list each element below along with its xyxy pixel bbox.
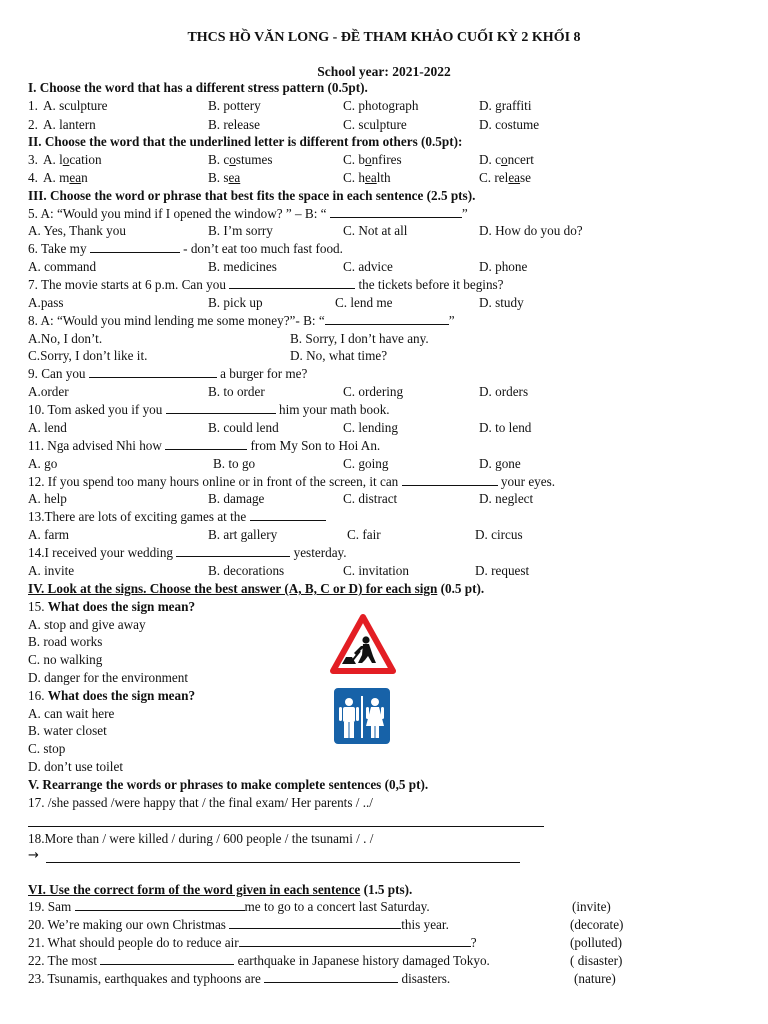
option-a: A. stop and give away <box>28 617 146 632</box>
school-year: School year: 2021-2022 <box>317 64 451 79</box>
answer-blank <box>239 935 471 947</box>
option-c: C. health <box>343 170 391 185</box>
question-9-stem: 9. Can you a burger for me? <box>28 366 308 381</box>
answer-line-18 <box>46 862 520 863</box>
option-d: D. request <box>475 563 530 578</box>
option-c: C. distract <box>343 491 398 506</box>
question-14-stem: 14.I received your wedding yesterday. <box>28 545 347 560</box>
question-20: 20. We’re making our own Christmas this year. <box>28 917 449 932</box>
option-b: B. could lend <box>208 420 279 435</box>
answer-line-17 <box>28 826 544 827</box>
arrow-icon: → <box>28 848 39 863</box>
option-a: A. command <box>28 259 97 274</box>
option-b: B. to go <box>213 456 256 471</box>
section-6-heading: VI. Use the correct form of the word given in each sentence (1.5 pts). <box>28 882 413 897</box>
option-b: B. sea <box>208 170 241 185</box>
option-c: C. ordering <box>343 384 404 399</box>
option-c: C. stop <box>28 741 66 756</box>
answer-blank <box>90 241 180 253</box>
question-23: 23. Tsunamis, earthquakes and typhoons are disasters. <box>28 971 451 986</box>
answer-blank <box>325 313 449 325</box>
option-b: B. art gallery <box>208 527 278 542</box>
question-number: 4. <box>28 170 38 185</box>
option-b: B. Sorry, I don’t have any. <box>290 331 429 346</box>
option-b: B. medicines <box>208 259 277 274</box>
option-a: A. sculpture <box>43 98 108 113</box>
option-c: C. advice <box>343 259 393 274</box>
answer-blank <box>165 438 247 450</box>
answer-blank <box>100 953 234 965</box>
option-a: A. mean <box>43 170 88 185</box>
answer-blank <box>75 899 245 911</box>
option-c: C. Not at all <box>343 223 408 238</box>
section-4-heading: IV. Look at the signs. Choose the best answer (A, B, C or D) for each sign (0.5 pt). <box>28 581 485 596</box>
answer-blank <box>89 366 217 378</box>
answer-blank <box>229 277 355 289</box>
question-13-stem: 13.There are lots of exciting games at the <box>28 509 326 525</box>
option-a: A. help <box>28 491 67 506</box>
page-title: THCS HỒ VĂN LONG - ĐỀ THAM KHẢO CUỐI KỲ 2 KHỐI 8 <box>187 30 581 45</box>
word-hint-22: ( disaster) <box>570 953 623 968</box>
option-b: B. decorations <box>208 563 285 578</box>
question-19: 19. Sam me to go to a concert last Saturday. <box>28 899 430 914</box>
answer-blank <box>166 402 276 414</box>
word-hint-21: (polluted) <box>570 935 623 950</box>
option-c: C. lending <box>343 420 398 435</box>
answer-blank <box>264 971 398 983</box>
option-b: B. damage <box>208 491 265 506</box>
option-b: B. road works <box>28 634 103 649</box>
question-22: 22. The most earthquake in Japanese history damaged Tokyo. <box>28 953 490 968</box>
word-hint-19: (invite) <box>572 899 611 914</box>
question-5-stem: 5. A: “Would you mind if I opened the window? ” – B: “ ” <box>28 206 468 221</box>
answer-blank <box>176 545 290 557</box>
option-c: C.Sorry, I don’t like it. <box>28 348 148 363</box>
option-d: D. costume <box>479 117 540 132</box>
option-d: D. phone <box>479 259 528 274</box>
option-d: D. concert <box>479 152 534 167</box>
option-a: A.order <box>28 384 69 399</box>
answer-blank <box>402 474 498 486</box>
option-c: C. no walking <box>28 652 103 667</box>
option-b: B. release <box>208 117 260 132</box>
answer-blank <box>250 509 326 521</box>
option-c: C. photograph <box>343 98 419 113</box>
option-a: A. can wait here <box>28 706 115 721</box>
option-a: A. lend <box>28 420 67 435</box>
answer-blank <box>330 206 462 218</box>
question-8-stem: 8. A: “Would you mind lending me some money?”- B: “ ” <box>28 313 455 328</box>
question-6-stem: 6. Take my - don’t eat too much fast food. <box>28 241 343 256</box>
option-d: D. to lend <box>479 420 532 435</box>
toilet-sign-icon <box>332 686 392 746</box>
option-c: C. fair <box>347 527 381 542</box>
word-hint-20: (decorate) <box>570 917 624 932</box>
question-15-prompt: 15. What does the sign mean? <box>28 599 196 614</box>
option-b: B. costumes <box>208 152 273 167</box>
option-a: A. Yes, Thank you <box>28 223 126 238</box>
option-b: B. to order <box>208 384 265 399</box>
answer-blank <box>229 917 401 929</box>
option-b: B. water closet <box>28 723 107 738</box>
option-d: D. graffiti <box>479 98 532 113</box>
question-21: 21. What should people do to reduce air ? <box>28 935 477 950</box>
question-number: 3. <box>28 152 38 167</box>
option-b: B. pottery <box>208 98 261 113</box>
option-d: D. gone <box>479 456 521 471</box>
option-d: D. How do you do? <box>479 223 583 238</box>
question-18: 18.More than / were killed / during / 600 people / the tsunami / . / <box>28 831 374 846</box>
question-12-stem: 12. If you spend too many hours online or in front of the screen, it can your eyes. <box>28 474 556 489</box>
question-17: 17. /she passed /were happy that / the final exam/ Her parents / ../ <box>28 795 373 810</box>
section-3-heading: III. Choose the word or phrase that best fits the space in each sentence (2.5 pts). <box>28 188 476 203</box>
question-number: 1. <box>28 98 38 113</box>
word-hint-23: (nature) <box>574 971 616 986</box>
option-a: A.pass <box>28 295 64 310</box>
question-7-stem: 7. The movie starts at 6 p.m. Can you the tickets before it begins? <box>28 277 504 292</box>
option-a: A. location <box>43 152 102 167</box>
option-c: C. bonfires <box>343 152 402 167</box>
roadworks-sign-icon <box>330 613 396 675</box>
option-a: A. farm <box>28 527 70 542</box>
question-16-prompt: 16. What does the sign mean? <box>28 688 196 703</box>
option-a: A. go <box>28 456 58 471</box>
option-d: D. No, what time? <box>290 348 388 363</box>
option-c: C. lend me <box>335 295 393 310</box>
option-d: D. orders <box>479 384 529 399</box>
section-1-heading: I. Choose the word that has a different stress pattern (0.5pt). <box>28 80 368 95</box>
question-10-stem: 10. Tom asked you if you him your math book. <box>28 402 390 417</box>
option-d: C. release <box>479 170 532 185</box>
option-d: D. study <box>479 295 524 310</box>
option-a: A. invite <box>28 563 75 578</box>
option-d: D. circus <box>475 527 523 542</box>
section-5-heading: V. Rearrange the words or phrases to make complete sentences (0,5 pt). <box>28 777 429 792</box>
option-d: D. danger for the environment <box>28 670 189 685</box>
section-2-heading: II. Choose the word that the underlined letter is different from others (0.5pt): <box>28 134 463 149</box>
option-b: B. I’m sorry <box>208 223 273 238</box>
option-a: A.No, I don’t. <box>28 331 103 346</box>
option-d: D. neglect <box>479 491 534 506</box>
option-a: A. lantern <box>43 117 96 132</box>
option-b: B. pick up <box>208 295 263 310</box>
question-number: 2. <box>28 117 38 132</box>
option-d: D. don’t use toilet <box>28 759 123 774</box>
option-c: C. sculpture <box>343 117 407 132</box>
question-11-stem: 11. Nga advised Nhi how from My Son to Hoi An. <box>28 438 381 453</box>
option-c: C. going <box>343 456 389 471</box>
option-c: C. invitation <box>343 563 409 578</box>
